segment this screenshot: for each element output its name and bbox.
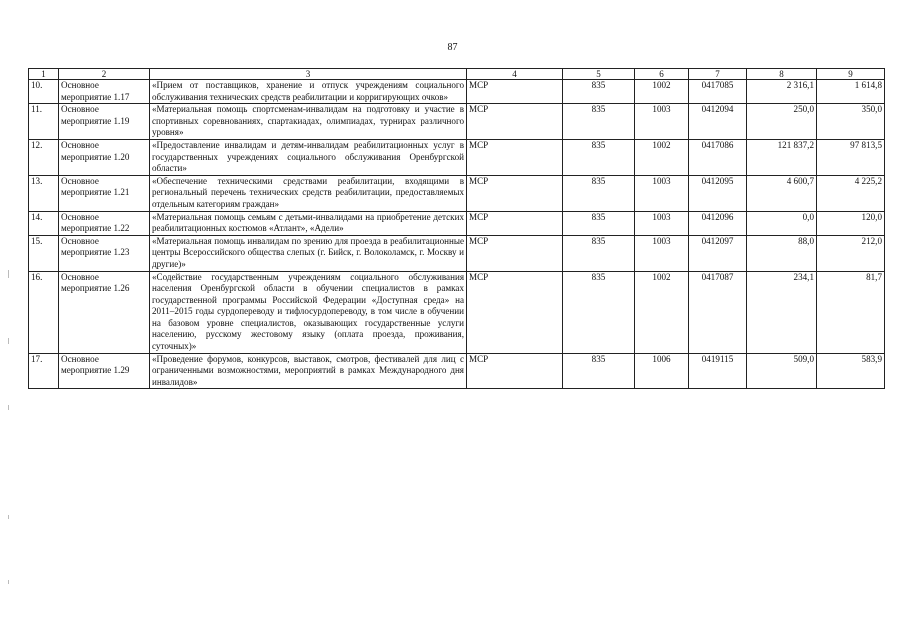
responsible-org: МСР <box>467 139 563 175</box>
row-number: 10. <box>29 80 59 104</box>
column-header: 1 <box>29 69 59 80</box>
row-number: 13. <box>29 175 59 211</box>
csr-code: 0412094 <box>689 104 747 140</box>
grbs-code: 835 <box>563 235 635 271</box>
grbs-code: 835 <box>563 139 635 175</box>
activity-description: «Предоставление инвалидам и детям-инвалидам реабилитационных услуг в государственных учреждениях социального обслуживания Оренбургской области» <box>150 139 467 175</box>
activity-name: Основное мероприятие 1.22 <box>59 211 150 235</box>
row-number: 12. <box>29 139 59 175</box>
amount-year-2: 120,0 <box>817 211 885 235</box>
activity-description: «Обеспечение техническими средствами реабилитации, входящими в региональный перечень технических средств реабилитации, предоставляемых отдельным категориям граждан» <box>150 175 467 211</box>
csr-code: 0419115 <box>689 353 747 389</box>
responsible-org: МСР <box>467 175 563 211</box>
activity-description: «Проведение форумов, конкурсов, выставок, смотров, фестивалей для лиц с ограниченными возможностями, мероприятий в рамках Международного дня инвалидов» <box>150 353 467 389</box>
budget-table <box>28 68 885 389</box>
rzpr-code: 1002 <box>635 271 689 353</box>
activity-description: «Прием от поставщиков, хранение и отпуск учреждениям социального обслуживания технических средств реабилитации и корригирующих очков» <box>150 80 467 104</box>
page-number: 87 <box>447 42 458 53</box>
column-header: 3 <box>150 69 467 80</box>
amount-year-1: 250,0 <box>747 104 817 140</box>
header-row <box>29 69 885 80</box>
grbs-code: 835 <box>563 175 635 211</box>
activity-description: «Материальная помощь семьям с детьми-инвалидами на приобретение детских реабилитационных костюмов «Атлант», «Адели» <box>150 211 467 235</box>
amount-year-1: 4 600,7 <box>747 175 817 211</box>
activity-description: «Материальная помощь инвалидам по зрению для проезда в реабилитационные центры Всероссийского общества слепых (г. Бийск, г. Волоколамск, г. Москву и другие)» <box>150 235 467 271</box>
rzpr-code: 1003 <box>635 211 689 235</box>
column-header: 4 <box>467 69 563 80</box>
grbs-code: 835 <box>563 271 635 353</box>
row-number: 14. <box>29 211 59 235</box>
responsible-org: МСР <box>467 271 563 353</box>
grbs-code: 835 <box>563 211 635 235</box>
amount-year-2: 1 614,8 <box>817 80 885 104</box>
activity-name: Основное мероприятие 1.17 <box>59 80 150 104</box>
csr-code: 0412095 <box>689 175 747 211</box>
csr-code: 0412096 <box>689 211 747 235</box>
table-row <box>29 235 885 271</box>
table-row <box>29 271 885 353</box>
column-header: 2 <box>59 69 150 80</box>
csr-code: 0417087 <box>689 271 747 353</box>
grbs-code: 835 <box>563 353 635 389</box>
column-header: 8 <box>747 69 817 80</box>
rzpr-code: 1002 <box>635 80 689 104</box>
responsible-org: МСР <box>467 104 563 140</box>
activity-name: Основное мероприятие 1.21 <box>59 175 150 211</box>
column-header: 5 <box>563 69 635 80</box>
csr-code: 0417085 <box>689 80 747 104</box>
scan-mark <box>8 580 9 584</box>
scan-mark <box>8 338 9 344</box>
amount-year-1: 121 837,2 <box>747 139 817 175</box>
amount-year-1: 88,0 <box>747 235 817 271</box>
amount-year-2: 81,7 <box>817 271 885 353</box>
responsible-org: МСР <box>467 235 563 271</box>
responsible-org: МСР <box>467 353 563 389</box>
amount-year-2: 4 225,2 <box>817 175 885 211</box>
scan-mark <box>8 405 9 410</box>
rzpr-code: 1003 <box>635 175 689 211</box>
rzpr-code: 1006 <box>635 353 689 389</box>
activity-name: Основное мероприятие 1.20 <box>59 139 150 175</box>
row-number: 16. <box>29 271 59 353</box>
amount-year-2: 350,0 <box>817 104 885 140</box>
column-header: 9 <box>817 69 885 80</box>
csr-code: 0412097 <box>689 235 747 271</box>
scan-mark <box>8 515 9 519</box>
row-number: 17. <box>29 353 59 389</box>
rzpr-code: 1003 <box>635 235 689 271</box>
row-number: 11. <box>29 104 59 140</box>
activity-description: «Материальная помощь спортсменам-инвалидам на подготовку и участие в спортивных соревнованиях, спартакиадах, олимпиадах, турнирах различного уровня» <box>150 104 467 140</box>
rzpr-code: 1003 <box>635 104 689 140</box>
activity-name: Основное мероприятие 1.19 <box>59 104 150 140</box>
table-row <box>29 139 885 175</box>
table-row <box>29 211 885 235</box>
scan-mark <box>8 270 9 278</box>
amount-year-1: 234,1 <box>747 271 817 353</box>
amount-year-1: 509,0 <box>747 353 817 389</box>
amount-year-2: 212,0 <box>817 235 885 271</box>
grbs-code: 835 <box>563 80 635 104</box>
column-header: 6 <box>635 69 689 80</box>
csr-code: 0417086 <box>689 139 747 175</box>
column-header: 7 <box>689 69 747 80</box>
rzpr-code: 1002 <box>635 139 689 175</box>
table-body <box>29 80 885 389</box>
amount-year-1: 0,0 <box>747 211 817 235</box>
amount-year-2: 97 813,5 <box>817 139 885 175</box>
table-row <box>29 175 885 211</box>
activity-name: Основное мероприятие 1.23 <box>59 235 150 271</box>
table-row <box>29 80 885 104</box>
responsible-org: МСР <box>467 80 563 104</box>
amount-year-2: 583,9 <box>817 353 885 389</box>
amount-year-1: 2 316,1 <box>747 80 817 104</box>
grbs-code: 835 <box>563 104 635 140</box>
responsible-org: МСР <box>467 211 563 235</box>
activity-name: Основное мероприятие 1.26 <box>59 271 150 353</box>
activity-description: «Содействие государственным учреждениям социального обслуживания населения Оренбургской области в обучении специалистов в рамках государственной программы Российской Федерации «Доступная среда» на 2011–2015 годы сурдопереводу и тифлосурдопереводу, в том числе в обучении на базовом уровне специалистов, оказывающих государственные услуги населению, русскому жестовому языку (оплата проезда, проживания, суточных)» <box>150 271 467 353</box>
row-number: 15. <box>29 235 59 271</box>
table-row <box>29 353 885 389</box>
table-row <box>29 104 885 140</box>
activity-name: Основное мероприятие 1.29 <box>59 353 150 389</box>
